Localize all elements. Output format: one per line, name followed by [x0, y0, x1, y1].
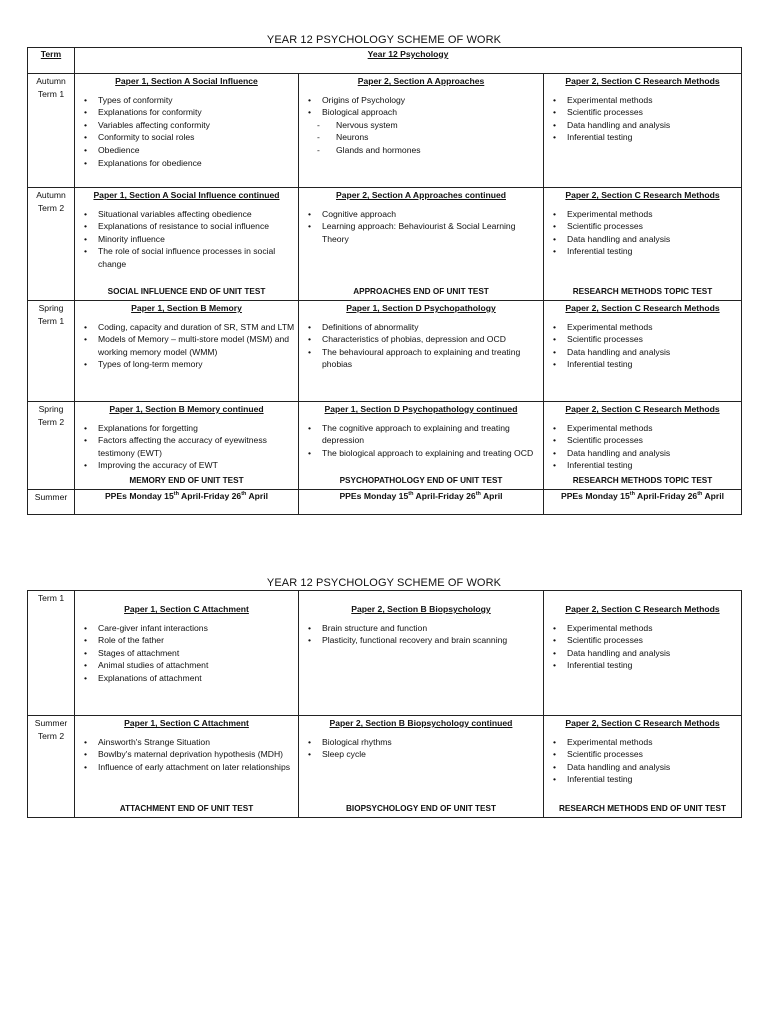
list-item: • Inferential testing [553, 660, 633, 671]
term-label: Spring Term 2 [28, 402, 75, 490]
bullet-icon: • [553, 774, 557, 785]
list-item: • Explanations of resistance to social influence [84, 221, 270, 232]
sheet-title: YEAR 12 PSYCHOLOGY SCHEME OF WORK [266, 34, 502, 46]
unit-test-label: RESEARCH METHODS TOPIC TEST [572, 287, 713, 297]
bullet-icon: • [308, 422, 312, 433]
bullet-icon: • [553, 119, 557, 130]
list-item: • Scientific processes [553, 435, 643, 446]
bullet-icon: • [308, 221, 312, 232]
section-title: Paper 2, Section C Research Methods [565, 190, 720, 200]
list-item: • Scientific processes [553, 221, 643, 232]
topic-list [544, 94, 741, 144]
bullet-icon: • [84, 246, 88, 257]
bullet-icon: • [553, 346, 557, 357]
table-row [28, 716, 742, 818]
term-label: Term 1 [28, 591, 75, 716]
list-item: • Scientific processes [553, 334, 643, 345]
scheme-sheet-1 [27, 33, 741, 515]
ppe-label: PPEs Monday 15th April-Friday 26th April [104, 491, 269, 501]
bullet-icon: • [308, 94, 312, 105]
ppe-cell [544, 490, 742, 515]
unit-test-label: SOCIAL INFLUENCE END OF UNIT TEST [107, 287, 266, 297]
topic-list [544, 622, 741, 672]
term-label: Summer [28, 490, 75, 515]
list-item: • Coding, capacity and duration of SR, STM and LTM [84, 321, 295, 332]
bullet-icon: • [553, 233, 557, 244]
bullet-icon: • [553, 622, 557, 633]
table-row [28, 301, 742, 402]
list-item: • Explanations for conformity [84, 107, 202, 118]
list-subitem: - Nervous system [317, 119, 398, 130]
bullet-icon: • [84, 221, 88, 232]
list-item: • Data handling and analysis [553, 346, 671, 357]
unit-cell [299, 301, 544, 402]
topic-list [299, 422, 543, 460]
term-label: Autumn Term 1 [28, 74, 75, 188]
section-title: Paper 2, Section C Research Methods [565, 604, 720, 614]
list-item: • Biological approach [308, 107, 398, 118]
bullet-icon: • [84, 635, 88, 646]
unit-cell [544, 716, 742, 818]
bullet-icon: • [553, 647, 557, 658]
topic-list [75, 321, 298, 371]
section-title: Paper 1, Section D Psychopathology continued [324, 404, 518, 414]
sheet-title: YEAR 12 PSYCHOLOGY SCHEME OF WORK [266, 577, 502, 589]
table-row [28, 188, 742, 301]
unit-test-label: BIOPSYCHOLOGY END OF UNIT TEST [346, 804, 496, 814]
bullet-icon: • [84, 321, 88, 332]
bullet-icon: • [84, 132, 88, 143]
list-item: • Obedience [84, 144, 140, 155]
list-item: • Scientific processes [553, 749, 643, 760]
bullet-icon: • [553, 435, 557, 446]
topic-list [75, 422, 298, 472]
dash-icon: - [317, 144, 320, 155]
list-item: • Sleep cycle [308, 749, 366, 760]
bullet-icon: • [84, 622, 88, 633]
topic-list [75, 736, 298, 774]
topic-list [544, 422, 741, 472]
section-title: Paper 2, Section C Research Methods [565, 76, 720, 86]
bullet-icon: • [84, 157, 88, 168]
list-item: • Situational variables affecting obedience [84, 208, 252, 219]
table-row [28, 74, 742, 188]
bullet-icon: • [84, 359, 88, 370]
unit-cell [544, 591, 742, 716]
bullet-icon: • [84, 749, 88, 760]
section-title: Paper 2, Section A Approaches [357, 76, 485, 86]
list-item: • Influence of early attachment on later relationships [84, 761, 291, 772]
list-item: • Data handling and analysis [553, 119, 671, 130]
topic-list [299, 208, 543, 246]
list-item: • Explanations for obedience [84, 157, 202, 168]
list-item: • Explanations for forgetting [84, 422, 198, 433]
list-item: • Types of conformity [84, 94, 173, 105]
list-item: • Experimental methods [553, 208, 653, 219]
ppe-cell [299, 490, 544, 515]
term-label: Summer Term 2 [28, 716, 75, 818]
bullet-icon: • [553, 221, 557, 232]
unit-cell [544, 402, 742, 490]
bullet-icon: • [308, 736, 312, 747]
list-item: • Improving the accuracy of EWT [84, 460, 218, 471]
list-item: • Definitions of abnormality [308, 321, 419, 332]
bullet-icon: • [84, 233, 88, 244]
topic-list [75, 208, 298, 271]
section-title: Paper 1, Section B Memory [131, 303, 242, 313]
bullet-icon: • [553, 208, 557, 219]
topic-list [75, 622, 298, 685]
term-label: Spring Term 1 [28, 301, 75, 402]
section-title: Paper 1, Section D Psychopathology [346, 303, 496, 313]
bullet-icon: • [84, 422, 88, 433]
table-row [28, 402, 742, 490]
bullet-icon: • [553, 736, 557, 747]
list-item: • Explanations of attachment [84, 672, 202, 683]
list-item: • Variables affecting conformity [84, 119, 210, 130]
bullet-icon: • [308, 334, 312, 345]
bullet-icon: • [308, 107, 312, 118]
list-item: • Models of Memory – multi-store model (MSM) and working memory model (WMM) [84, 334, 290, 357]
section-title: Paper 1, Section B Memory continued [109, 404, 264, 414]
ppe-label: PPEs Monday 15th April-Friday 26th April [339, 491, 503, 501]
ppe-label: PPEs Monday 15th April-Friday 26th April [560, 491, 725, 501]
list-item: • Role of the father [84, 635, 164, 646]
bullet-icon: • [553, 422, 557, 433]
list-item: • Experimental methods [553, 736, 653, 747]
list-item: • Scientific processes [553, 635, 643, 646]
bullet-icon: • [84, 94, 88, 105]
section-title: Paper 2, Section C Research Methods [565, 303, 720, 313]
unit-cell [75, 402, 299, 490]
topic-list [544, 208, 741, 258]
bullet-icon: • [553, 460, 557, 471]
list-item: • Experimental methods [553, 622, 653, 633]
list-item: • Types of long-term memory [84, 359, 203, 370]
list-item: • Plasticity, functional recovery and brain scanning [308, 635, 508, 646]
unit-cell [299, 74, 544, 188]
section-title: Paper 1, Section A Social Influence [115, 76, 258, 86]
list-subitem: - Neurons [317, 132, 369, 143]
list-item: • Data handling and analysis [553, 761, 671, 772]
bullet-icon: • [84, 672, 88, 683]
scheme-sheet-2 [27, 576, 741, 818]
list-item: • Inferential testing [553, 774, 633, 785]
list-item: • Data handling and analysis [553, 447, 671, 458]
list-item: • Animal studies of attachment [84, 660, 209, 671]
list-item: • Factors affecting the accuracy of eyewitness testimony (EWT) [84, 435, 267, 458]
bullet-icon: • [553, 359, 557, 370]
list-item: • Experimental methods [553, 321, 653, 332]
bullet-icon: • [84, 736, 88, 747]
ppe-cell [75, 490, 299, 515]
bullet-icon: • [553, 334, 557, 345]
list-item: • Data handling and analysis [553, 647, 671, 658]
unit-test-label: APPROACHES END OF UNIT TEST [353, 287, 489, 297]
list-item: • Brain structure and function [308, 622, 428, 633]
list-item: • The cognitive approach to explaining and treating depression [308, 422, 510, 446]
bullet-icon: • [553, 749, 557, 760]
table-row [28, 591, 742, 716]
topic-list [299, 736, 543, 761]
unit-cell [299, 188, 544, 301]
unit-test-label: RESEARCH METHODS END OF UNIT TEST [559, 804, 726, 814]
bullet-icon: • [84, 144, 88, 155]
unit-test-label: PSYCHOPATHOLOGY END OF UNIT TEST [339, 476, 503, 486]
bullet-icon: • [308, 208, 312, 219]
bullet-icon: • [553, 635, 557, 646]
bullet-icon: • [84, 660, 88, 671]
unit-cell [544, 188, 742, 301]
bullet-icon: • [553, 321, 557, 332]
list-item: • Minority influence [84, 233, 165, 244]
table-header-row [28, 48, 742, 74]
list-item: • Characteristics of phobias, depression and OCD [308, 334, 506, 345]
list-item: • Origins of Psychology [308, 94, 406, 105]
list-item: • Scientific processes [553, 107, 643, 118]
unit-test-label: RESEARCH METHODS TOPIC TEST [572, 476, 713, 486]
term-header: Term [28, 48, 75, 74]
bullet-icon: • [84, 435, 88, 446]
list-item: • Biological rhythms [308, 736, 392, 747]
list-item: • The role of social influence processes in social change [84, 246, 276, 269]
bullet-icon: • [84, 107, 88, 118]
unit-test-label: MEMORY END OF UNIT TEST [129, 476, 244, 486]
section-title: Paper 2, Section C Research Methods [565, 718, 720, 728]
list-subitem: - Glands and hormones [317, 144, 421, 155]
bullet-icon: • [553, 761, 557, 772]
summer-row [28, 490, 742, 515]
subject-header: Year 12 Psychology [75, 48, 742, 74]
bullet-icon: • [553, 246, 557, 257]
list-item: • Data handling and analysis [553, 233, 671, 244]
unit-cell [544, 74, 742, 188]
list-item: • Cognitive approach [308, 208, 397, 219]
list-item: • The biological approach to explaining and treating OCD [308, 447, 534, 458]
list-item: • Conformity to social roles [84, 132, 195, 143]
dash-icon: - [317, 132, 320, 143]
bullet-icon: • [308, 321, 312, 332]
topic-list [544, 321, 741, 371]
section-title: Paper 2, Section B Biopsychology continued [329, 718, 513, 728]
unit-cell [299, 402, 544, 490]
unit-cell [299, 716, 544, 818]
bullet-icon: • [84, 647, 88, 658]
unit-cell [75, 188, 299, 301]
list-item: • Care-giver infant interactions [84, 622, 208, 633]
section-title: Paper 1, Section A Social Influence continued [93, 190, 280, 200]
list-item: • Inferential testing [553, 132, 633, 143]
unit-cell [75, 301, 299, 402]
bullet-icon: • [553, 447, 557, 458]
bullet-icon: • [84, 208, 88, 219]
bullet-icon: • [308, 749, 312, 760]
bullet-icon: • [84, 334, 88, 345]
topic-list [299, 321, 543, 371]
list-item: • The behavioural approach to explaining and treating phobias [308, 346, 521, 370]
section-title: Paper 2, Section B Biopsychology [351, 604, 491, 614]
list-item: • Stages of attachment [84, 647, 180, 658]
topic-list [299, 622, 543, 647]
bullet-icon: • [308, 447, 312, 458]
unit-cell [75, 591, 299, 716]
list-item: • Bowlby's maternal deprivation hypothesis (MDH) [84, 749, 284, 760]
section-title: Paper 2, Section A Approaches continued [336, 190, 506, 200]
unit-cell [299, 591, 544, 716]
term-label: Autumn Term 2 [28, 188, 75, 301]
bullet-icon: • [553, 660, 557, 671]
list-item: • Experimental methods [553, 94, 653, 105]
bullet-icon: • [308, 622, 312, 633]
bullet-icon: • [553, 107, 557, 118]
unit-cell [75, 716, 299, 818]
bullet-icon: • [553, 94, 557, 105]
list-item: • Inferential testing [553, 460, 633, 471]
topic-list [544, 736, 741, 786]
unit-cell [75, 74, 299, 188]
bullet-icon: • [84, 460, 88, 471]
bullet-icon: • [553, 132, 557, 143]
list-item: • Learning approach: Behaviourist & Social Learning Theory [308, 221, 516, 244]
list-item: • Ainsworth's Strange Situation [84, 736, 210, 747]
scheme-table [27, 47, 742, 515]
list-item: • Inferential testing [553, 246, 633, 257]
dash-icon: - [317, 119, 320, 130]
bullet-icon: • [84, 119, 88, 130]
list-item: • Experimental methods [553, 422, 653, 433]
unit-cell [544, 301, 742, 402]
topic-list [299, 94, 543, 157]
bullet-icon: • [308, 635, 312, 646]
scheme-table [27, 590, 742, 818]
section-title: Paper 1, Section C Attachment [124, 604, 249, 614]
topic-list [75, 94, 298, 170]
unit-test-label: ATTACHMENT END OF UNIT TEST [119, 804, 254, 814]
section-title: Paper 1, Section C Attachment [124, 718, 249, 728]
section-title: Paper 2, Section C Research Methods [565, 404, 720, 414]
bullet-icon: • [308, 346, 312, 357]
bullet-icon: • [84, 761, 88, 772]
list-item: • Inferential testing [553, 359, 633, 370]
